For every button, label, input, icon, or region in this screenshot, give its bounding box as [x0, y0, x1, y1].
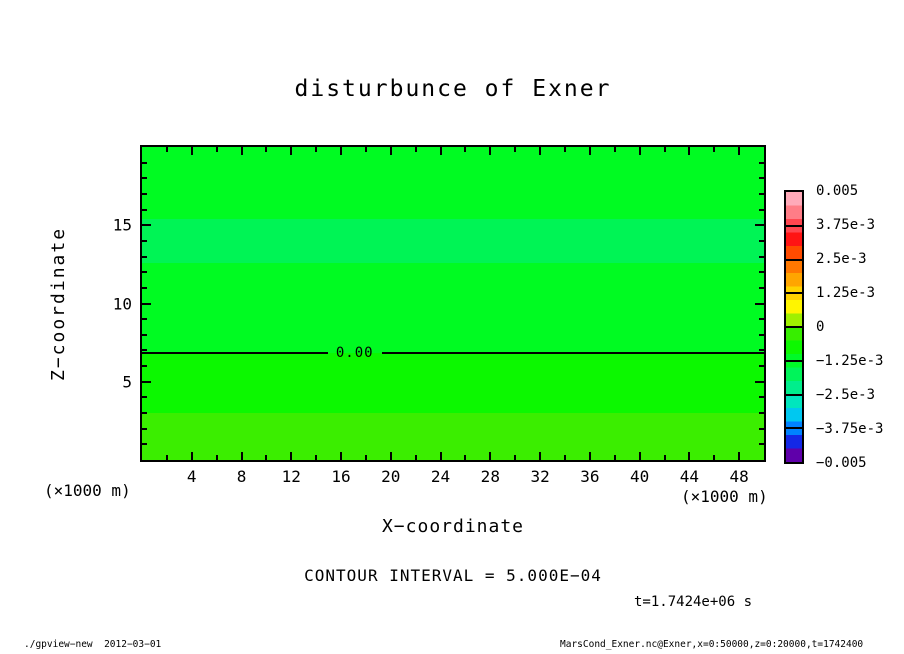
- x-major-tick: [241, 147, 243, 155]
- colorbar-tick-label: −0.005: [816, 455, 867, 471]
- x-major-tick: [688, 147, 690, 155]
- colorbar-box-divider: [786, 225, 802, 227]
- y-minor-tick: [759, 193, 764, 195]
- y-minor-tick: [759, 396, 764, 398]
- y-minor-tick: [142, 365, 147, 367]
- x-tick-label: 40: [629, 467, 650, 486]
- y-minor-tick: [142, 240, 147, 242]
- x-minor-tick: [315, 147, 317, 152]
- x-tick-label: 24: [430, 467, 451, 486]
- x-major-tick: [191, 452, 193, 460]
- x-tick-label: 8: [236, 467, 247, 486]
- x-major-tick: [589, 147, 591, 155]
- y-minor-tick: [142, 287, 147, 289]
- y-minor-tick: [759, 240, 764, 242]
- y-minor-tick: [759, 256, 764, 258]
- x-minor-tick: [514, 455, 516, 460]
- x-minor-tick: [514, 147, 516, 152]
- time-annotation: t=1.7424e+06 s: [634, 594, 753, 610]
- colorbar-tick-label: 1.25e-3: [816, 285, 876, 301]
- y-major-tick: [142, 303, 151, 305]
- y-minor-tick: [142, 162, 147, 164]
- x-axis-unit-label: (×1000 m): [681, 487, 768, 506]
- y-major-tick: [142, 224, 151, 226]
- colorbar-tick-label: −1.25e-3: [816, 353, 884, 369]
- y-minor-tick: [142, 428, 147, 430]
- x-major-tick: [688, 452, 690, 460]
- y-axis-tick-labels: [90, 147, 132, 460]
- x-minor-tick: [166, 147, 168, 152]
- colorbar-tick-label: 3.75e-3: [816, 217, 876, 233]
- colorbar-box-divider: [786, 259, 802, 261]
- x-axis-title: X−coordinate: [381, 516, 525, 537]
- x-major-tick: [390, 452, 392, 460]
- colorbar-box-divider: [786, 326, 802, 328]
- x-major-tick: [738, 147, 740, 155]
- y-tick-label: 5: [122, 372, 132, 392]
- x-tick-label: 4: [186, 467, 197, 486]
- x-minor-tick: [464, 455, 466, 460]
- footer-data-source: MarsCond_Exner.nc@Exner,x=0:50000,z=0:20000,t=1742400: [560, 639, 864, 650]
- y-minor-tick: [759, 287, 764, 289]
- x-minor-tick: [365, 455, 367, 460]
- x-tick-label: 20: [381, 467, 401, 486]
- y-minor-tick: [759, 334, 764, 336]
- x-major-tick: [440, 147, 442, 155]
- y-major-tick: [755, 224, 764, 226]
- chart-title: disturbunce of Exner: [294, 76, 612, 102]
- x-major-tick: [639, 452, 641, 460]
- y-minor-tick: [759, 443, 764, 445]
- y-major-tick: [755, 381, 764, 383]
- y-minor-tick: [142, 334, 147, 336]
- y-minor-tick: [142, 177, 147, 179]
- x-major-tick: [639, 147, 641, 155]
- y-minor-tick: [759, 271, 764, 273]
- y-minor-tick: [142, 209, 147, 211]
- x-tick-label: 44: [679, 467, 699, 486]
- y-minor-tick: [759, 177, 764, 179]
- y-minor-tick: [142, 412, 147, 414]
- y-minor-tick: [759, 428, 764, 430]
- footer-tool-version: ./gpview−new 2012−03−01: [24, 639, 162, 650]
- x-minor-tick: [166, 455, 168, 460]
- y-minor-tick: [759, 318, 764, 320]
- x-minor-tick: [614, 455, 616, 460]
- x-major-tick: [340, 452, 342, 460]
- x-minor-tick: [713, 147, 715, 152]
- x-minor-tick: [216, 147, 218, 152]
- x-tick-label: 32: [530, 467, 550, 486]
- x-axis-tick-labels: [140, 467, 766, 487]
- zero-contour-line: [142, 352, 328, 354]
- x-minor-tick: [564, 455, 566, 460]
- y-minor-tick: [759, 209, 764, 211]
- x-major-tick: [738, 452, 740, 460]
- x-tick-label: 36: [580, 467, 600, 486]
- x-minor-tick: [265, 455, 267, 460]
- plot-area: [140, 145, 766, 462]
- x-minor-tick: [216, 455, 218, 460]
- x-minor-tick: [564, 147, 566, 152]
- x-major-tick: [241, 452, 243, 460]
- x-tick-label: 12: [281, 467, 301, 486]
- x-minor-tick: [265, 147, 267, 152]
- contour-line-label: 0.00: [335, 344, 374, 361]
- x-minor-tick: [664, 455, 666, 460]
- x-tick-label: 28: [480, 467, 500, 486]
- colorbar-box-divider: [786, 427, 802, 429]
- y-minor-tick: [142, 256, 147, 258]
- x-minor-tick: [464, 147, 466, 152]
- colorbar-tick-label: 2.5e-3: [816, 251, 867, 267]
- y-minor-tick: [142, 193, 147, 195]
- x-minor-tick: [614, 147, 616, 152]
- x-major-tick: [489, 147, 491, 155]
- x-minor-tick: [415, 455, 417, 460]
- y-minor-tick: [759, 365, 764, 367]
- y-tick-label: 10: [112, 294, 132, 313]
- colorbar-tick-label: −2.5e-3: [816, 387, 876, 403]
- colorbar-tick-label: −3.75e-3: [816, 421, 884, 437]
- x-minor-tick: [315, 455, 317, 460]
- y-major-tick: [142, 381, 151, 383]
- y-axis-title: Z−coordinate: [48, 226, 69, 381]
- y-minor-tick: [759, 412, 764, 414]
- x-major-tick: [340, 147, 342, 155]
- x-minor-tick: [664, 147, 666, 152]
- x-major-tick: [489, 452, 491, 460]
- x-major-tick: [440, 452, 442, 460]
- colorbar-tick-label: 0.005: [816, 183, 859, 199]
- colorbar-box-divider: [786, 292, 802, 294]
- colorbar-box-divider: [786, 360, 802, 362]
- x-major-tick: [290, 147, 292, 155]
- x-major-tick: [589, 452, 591, 460]
- y-axis-unit-label: (×1000 m): [44, 481, 131, 500]
- zero-contour-line: [382, 352, 764, 354]
- colorbar-labels: [816, 183, 902, 471]
- y-tick-label: 15: [112, 215, 132, 235]
- y-minor-tick: [759, 162, 764, 164]
- x-minor-tick: [415, 147, 417, 152]
- x-minor-tick: [713, 455, 715, 460]
- x-minor-tick: [365, 147, 367, 152]
- x-tick-label: 48: [729, 467, 749, 486]
- colorbar: [784, 190, 804, 464]
- x-tick-label: 16: [331, 467, 351, 486]
- y-minor-tick: [142, 396, 147, 398]
- x-major-tick: [539, 452, 541, 460]
- y-minor-tick: [142, 443, 147, 445]
- x-major-tick: [539, 147, 541, 155]
- y-major-tick: [755, 303, 764, 305]
- colorbar-box-divider: [786, 394, 802, 396]
- colorbar-tick-label: 0: [816, 319, 825, 335]
- contour-interval-text: CONTOUR INTERVAL = 5.000E−04: [304, 566, 602, 585]
- x-major-tick: [191, 147, 193, 155]
- x-major-tick: [290, 452, 292, 460]
- y-minor-tick: [142, 318, 147, 320]
- x-major-tick: [390, 147, 392, 155]
- y-minor-tick: [142, 271, 147, 273]
